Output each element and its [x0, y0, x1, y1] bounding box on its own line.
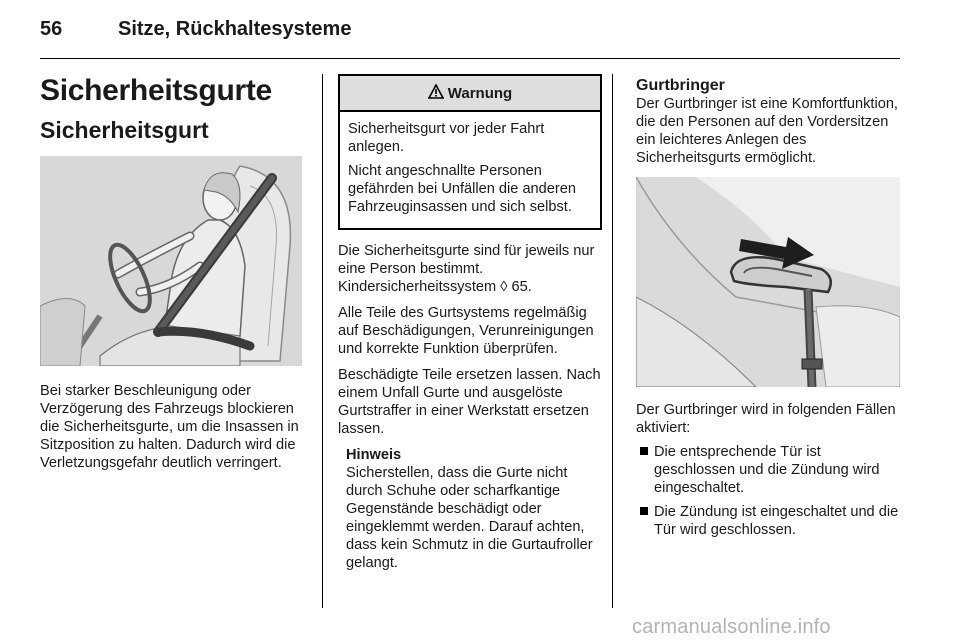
- body-paragraph: Die Sicherheitsgurte sind für jeweils nur eine Person bestimmt. Kindersicherheitssystem ◊ 65.: [338, 243, 595, 295]
- warning-triangle-icon: [428, 84, 444, 103]
- list-item-text: Die Zündung ist eingeschaltet und die Tür wird geschlossen.: [654, 504, 899, 538]
- column-2: [338, 74, 602, 572]
- hint-text: Sicherstellen, dass die Gurte nicht durch Schuhe oder scharfkantige Gegenstände beschädigt oder eingeklemmt werden. Darauf achten, dass kein Schmutz in die Gurtaufroller gelangt.: [346, 465, 593, 571]
- intro-text: Der Gurtbringer ist eine Komfortfunktion, die den Personen auf den Vordersitzen ein leichteres Anlegen des Sicherheitsgurts ermöglicht.: [636, 96, 898, 166]
- lead-text: Der Gurtbringer wird in folgenden Fällen aktiviert:: [636, 402, 896, 436]
- hint-title: Hinweis: [346, 447, 402, 463]
- condition-list: [636, 443, 902, 539]
- column-divider: [322, 74, 323, 608]
- section-heading: Gurtbringer: [636, 77, 725, 94]
- warning-paragraph: Nicht angeschnallte Personen gefährden bei Unfällen die anderen Fahrzeuginsassen und sich selbst.: [348, 163, 576, 215]
- list-item-text: Die entsprechende Tür ist geschlossen und die Zündung wird eingeschaltet.: [654, 444, 880, 496]
- warning-paragraph: Sicherheitsgurt vor jeder Fahrt anlegen.: [348, 121, 545, 155]
- section-title: Sicherheitsgurte: [40, 74, 272, 107]
- header-rule: [40, 58, 900, 59]
- watermark: carmanualsonline.info: [632, 616, 831, 638]
- belt-presenter-illustration: [636, 177, 900, 387]
- list-item: [636, 443, 902, 497]
- bullet-square-icon: [640, 447, 648, 455]
- page-number: 56: [40, 18, 63, 40]
- seatbelt-driver-illustration: [40, 156, 302, 366]
- body-text: Bei starker Beschleunigung oder Verzögerung des Fahrzeugs blockieren die Sicherheitsgurte, um die Insassen in Sitzposition zu halten. Dadurch wird die Verletzungsgefahr deutlich verringert.: [40, 383, 299, 471]
- warning-header: [340, 76, 600, 112]
- running-head: Sitze, Rückhaltesysteme: [118, 18, 352, 40]
- subsection-title: Sicherheitsgurt: [40, 117, 209, 143]
- bullet-square-icon: [640, 507, 648, 515]
- body-paragraph: Alle Teile des Gurtsystems regelmäßig auf Beschädigungen, Verunreinigungen und korrekte Funktion überprüfen.: [338, 305, 594, 357]
- driver-figure-svg: [40, 156, 302, 366]
- belt-presenter-figure-svg: [636, 177, 900, 387]
- warning-box: [338, 74, 602, 230]
- body-paragraph: Beschädigte Teile ersetzen lassen. Nach einem Unfall Gurte und ausgelöste Gurtstraffer in einer Werkstatt ersetzen lassen.: [338, 367, 601, 437]
- hint-block: [338, 446, 602, 572]
- warning-title: Warnung: [447, 84, 513, 102]
- column-divider: [612, 74, 613, 608]
- column-1: [40, 74, 304, 472]
- list-item: [636, 503, 902, 539]
- warning-body: [340, 112, 600, 228]
- column-3: [636, 74, 902, 545]
